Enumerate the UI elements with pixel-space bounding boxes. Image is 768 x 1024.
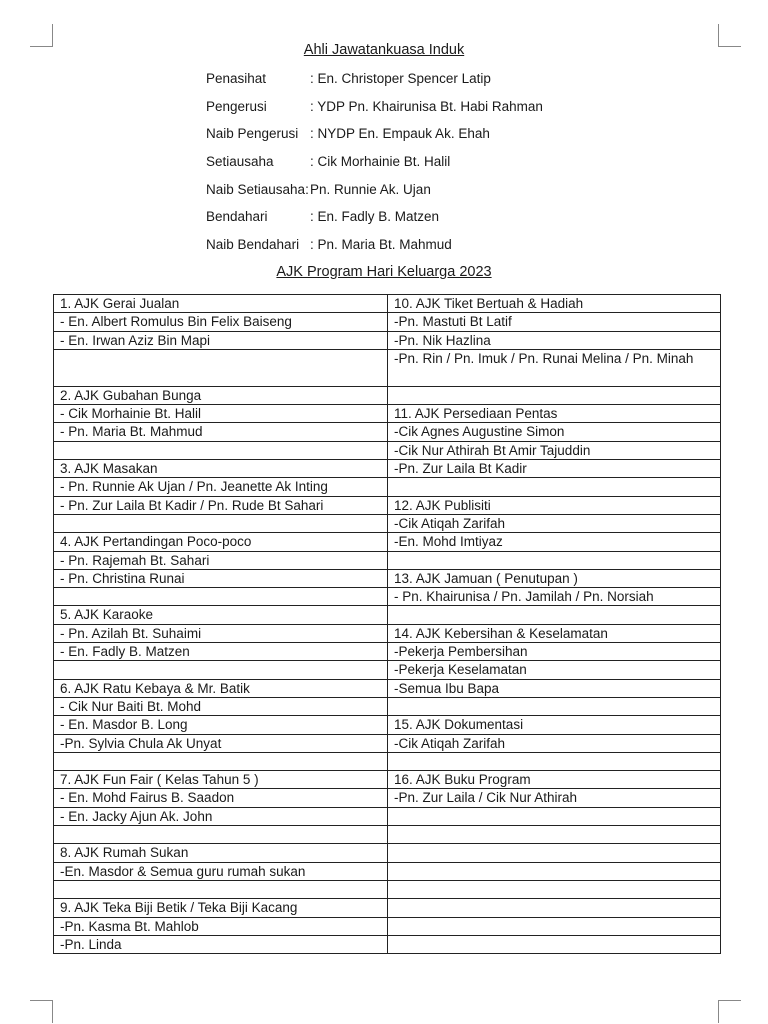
table-cell-right: -Cik Nur Athirah Bt Amir Tajuddin (388, 441, 721, 459)
induk-name: Pn. Runnie Ak. Ujan (310, 181, 431, 197)
table-cell-left: 7. AJK Fun Fair ( Kelas Tahun 5 ) (54, 771, 388, 789)
table-cell-left (54, 588, 388, 606)
table-cell-left: 2. AJK Gubahan Bunga (54, 386, 388, 404)
table-cell-left: -Pn. Kasma Bt. Mahlob (54, 917, 388, 935)
table-row (54, 313, 721, 331)
ajk-table (53, 294, 721, 954)
table-cell-left: - Pn. Runnie Ak Ujan / Pn. Jeanette Ak Inting (54, 478, 388, 496)
table-cell-left (54, 514, 388, 532)
induk-member-row (206, 182, 543, 210)
table-cell-left: -Pn. Linda (54, 935, 388, 953)
table-cell-right: 11. AJK Persediaan Pentas (388, 405, 721, 423)
table-cell-left: 5. AJK Karaoke (54, 606, 388, 624)
induk-member-row (206, 126, 543, 154)
table-row (54, 460, 721, 478)
table-cell-right (388, 862, 721, 880)
table-row (54, 716, 721, 734)
table-row (54, 478, 721, 496)
table-cell-left: - Pn. Azilah Bt. Suhaimi (54, 624, 388, 642)
induk-role: Naib Setiausaha: (206, 181, 309, 197)
table-cell-right: -Pn. Mastuti Bt Latif (388, 313, 721, 331)
table-cell-left (54, 661, 388, 679)
table-cell-right: -Pn. Rin / Pn. Imuk / Pn. Runai Melina / Pn. Minah (388, 349, 721, 386)
table-row (54, 349, 721, 386)
table-cell-left: - Cik Morhainie Bt. Halil (54, 405, 388, 423)
table-row (54, 789, 721, 807)
table-cell-right: -Cik Atiqah Zarifah (388, 734, 721, 752)
table-row (54, 514, 721, 532)
table-cell-right (388, 935, 721, 953)
table-row (54, 899, 721, 917)
table-cell-right: 10. AJK Tiket Bertuah & Hadiah (388, 295, 721, 313)
table-cell-right: -En. Mohd Imtiyaz (388, 533, 721, 551)
table-cell-right (388, 386, 721, 404)
table-cell-right (388, 899, 721, 917)
table-cell-right: -Pekerja Pembersihan (388, 643, 721, 661)
table-row (54, 935, 721, 953)
table-row (54, 423, 721, 441)
table-row (54, 588, 721, 606)
table-row (54, 295, 721, 313)
table-cell-right (388, 844, 721, 862)
table-cell-left: 9. AJK Teka Biji Betik / Teka Biji Kacang (54, 899, 388, 917)
induk-name: : Cik Morhainie Bt. Halil (310, 154, 451, 170)
induk-role: Setiausaha (206, 154, 274, 170)
table-cell-right: -Pn. Zur Laila Bt Kadir (388, 460, 721, 478)
table-row (54, 862, 721, 880)
induk-member-row (206, 237, 543, 265)
table-cell-left: - En. Mohd Fairus B. Saadon (54, 789, 388, 807)
table-row (54, 624, 721, 642)
induk-name: : En. Fadly B. Matzen (310, 209, 440, 225)
induk-role: Pengerusi (206, 98, 267, 114)
table-cell-left (54, 826, 388, 844)
table-cell-right: 13. AJK Jamuan ( Penutupan ) (388, 569, 721, 587)
table-row (54, 771, 721, 789)
table-row (54, 405, 721, 423)
table-cell-left: - Pn. Christina Runai (54, 569, 388, 587)
table-row (54, 844, 721, 862)
table-cell-left (54, 441, 388, 459)
crop-mark-bottom-left (30, 1000, 53, 1023)
table-cell-right: -Cik Atiqah Zarifah (388, 514, 721, 532)
table-row (54, 880, 721, 898)
induk-name: : YDP Pn. Khairunisa Bt. Habi Rahman (310, 98, 543, 114)
induk-member-row (206, 99, 543, 127)
table-cell-left: - En. Jacky Ajun Ak. John (54, 807, 388, 825)
table-cell-right: - Pn. Khairunisa / Pn. Jamilah / Pn. Norsiah (388, 588, 721, 606)
table-row (54, 734, 721, 752)
program-title: AJK Program Hari Keluarga 2023 (276, 264, 492, 280)
table-cell-right (388, 752, 721, 770)
table-cell-right: 12. AJK Publisiti (388, 496, 721, 514)
table-cell-left: -En. Masdor & Semua guru rumah sukan (54, 862, 388, 880)
induk-name: : Pn. Maria Bt. Mahmud (310, 237, 452, 253)
table-row (54, 752, 721, 770)
table-cell-left: 3. AJK Masakan (54, 460, 388, 478)
table-row (54, 551, 721, 569)
table-cell-left: - En. Fadly B. Matzen (54, 643, 388, 661)
table-cell-left: - Pn. Zur Laila Bt Kadir / Pn. Rude Bt Sahari (54, 496, 388, 514)
induk-member-row (206, 71, 543, 99)
table-cell-left (54, 880, 388, 898)
table-cell-right: -Cik Agnes Augustine Simon (388, 423, 721, 441)
table-cell-right (388, 551, 721, 569)
induk-member-list (206, 71, 543, 265)
table-row (54, 331, 721, 349)
induk-role: Bendahari (206, 209, 268, 225)
table-cell-left: - En. Masdor B. Long (54, 716, 388, 734)
induk-title: Ahli Jawatankuasa Induk (303, 42, 465, 58)
table-cell-right: 14. AJK Kebersihan & Keselamatan (388, 624, 721, 642)
induk-role: Naib Bendahari (206, 237, 300, 253)
table-cell-left: -Pn. Sylvia Chula Ak Unyat (54, 734, 388, 752)
table-cell-right: -Semua Ibu Bapa (388, 679, 721, 697)
induk-role: Naib Pengerusi (206, 126, 299, 142)
crop-mark-bottom-right (718, 1000, 741, 1023)
table-row (54, 826, 721, 844)
table-cell-left: 1. AJK Gerai Jualan (54, 295, 388, 313)
induk-name: : En. Christoper Spencer Latip (310, 71, 491, 86)
table-cell-right (388, 697, 721, 715)
table-cell-right (388, 880, 721, 898)
table-row (54, 606, 721, 624)
table-cell-right: 16. AJK Buku Program (388, 771, 721, 789)
table-cell-left (54, 752, 388, 770)
table-cell-left (54, 349, 388, 386)
table-row (54, 533, 721, 551)
table-cell-left: - Pn. Rajemah Bt. Sahari (54, 551, 388, 569)
table-cell-left: - En. Irwan Aziz Bin Mapi (54, 331, 388, 349)
table-row (54, 917, 721, 935)
table-row (54, 697, 721, 715)
table-row (54, 679, 721, 697)
induk-member-row (206, 154, 543, 182)
table-cell-right: -Pn. Zur Laila / Cik Nur Athirah (388, 789, 721, 807)
table-cell-right (388, 478, 721, 496)
table-cell-left: 8. AJK Rumah Sukan (54, 844, 388, 862)
table-cell-right (388, 826, 721, 844)
table-cell-right (388, 917, 721, 935)
table-cell-right (388, 807, 721, 825)
table-cell-right (388, 606, 721, 624)
table-cell-right: -Pn. Nik Hazlina (388, 331, 721, 349)
induk-name: : NYDP En. Empauk Ak. Ehah (310, 126, 490, 142)
table-row (54, 569, 721, 587)
table-row (54, 496, 721, 514)
table-row (54, 643, 721, 661)
table-cell-left: - Cik Nur Baiti Bt. Mohd (54, 697, 388, 715)
table-row (54, 441, 721, 459)
table-cell-left: - Pn. Maria Bt. Mahmud (54, 423, 388, 441)
table-row (54, 807, 721, 825)
table-row (54, 386, 721, 404)
table-cell-left: - En. Albert Romulus Bin Felix Baiseng (54, 313, 388, 331)
induk-member-row (206, 209, 543, 237)
table-row (54, 661, 721, 679)
table-cell-left: 6. AJK Ratu Kebaya & Mr. Batik (54, 679, 388, 697)
induk-role: Penasihat (206, 71, 267, 86)
table-cell-right: 15. AJK Dokumentasi (388, 716, 721, 734)
table-cell-left: 4. AJK Pertandingan Poco-poco (54, 533, 388, 551)
table-cell-right: -Pekerja Keselamatan (388, 661, 721, 679)
